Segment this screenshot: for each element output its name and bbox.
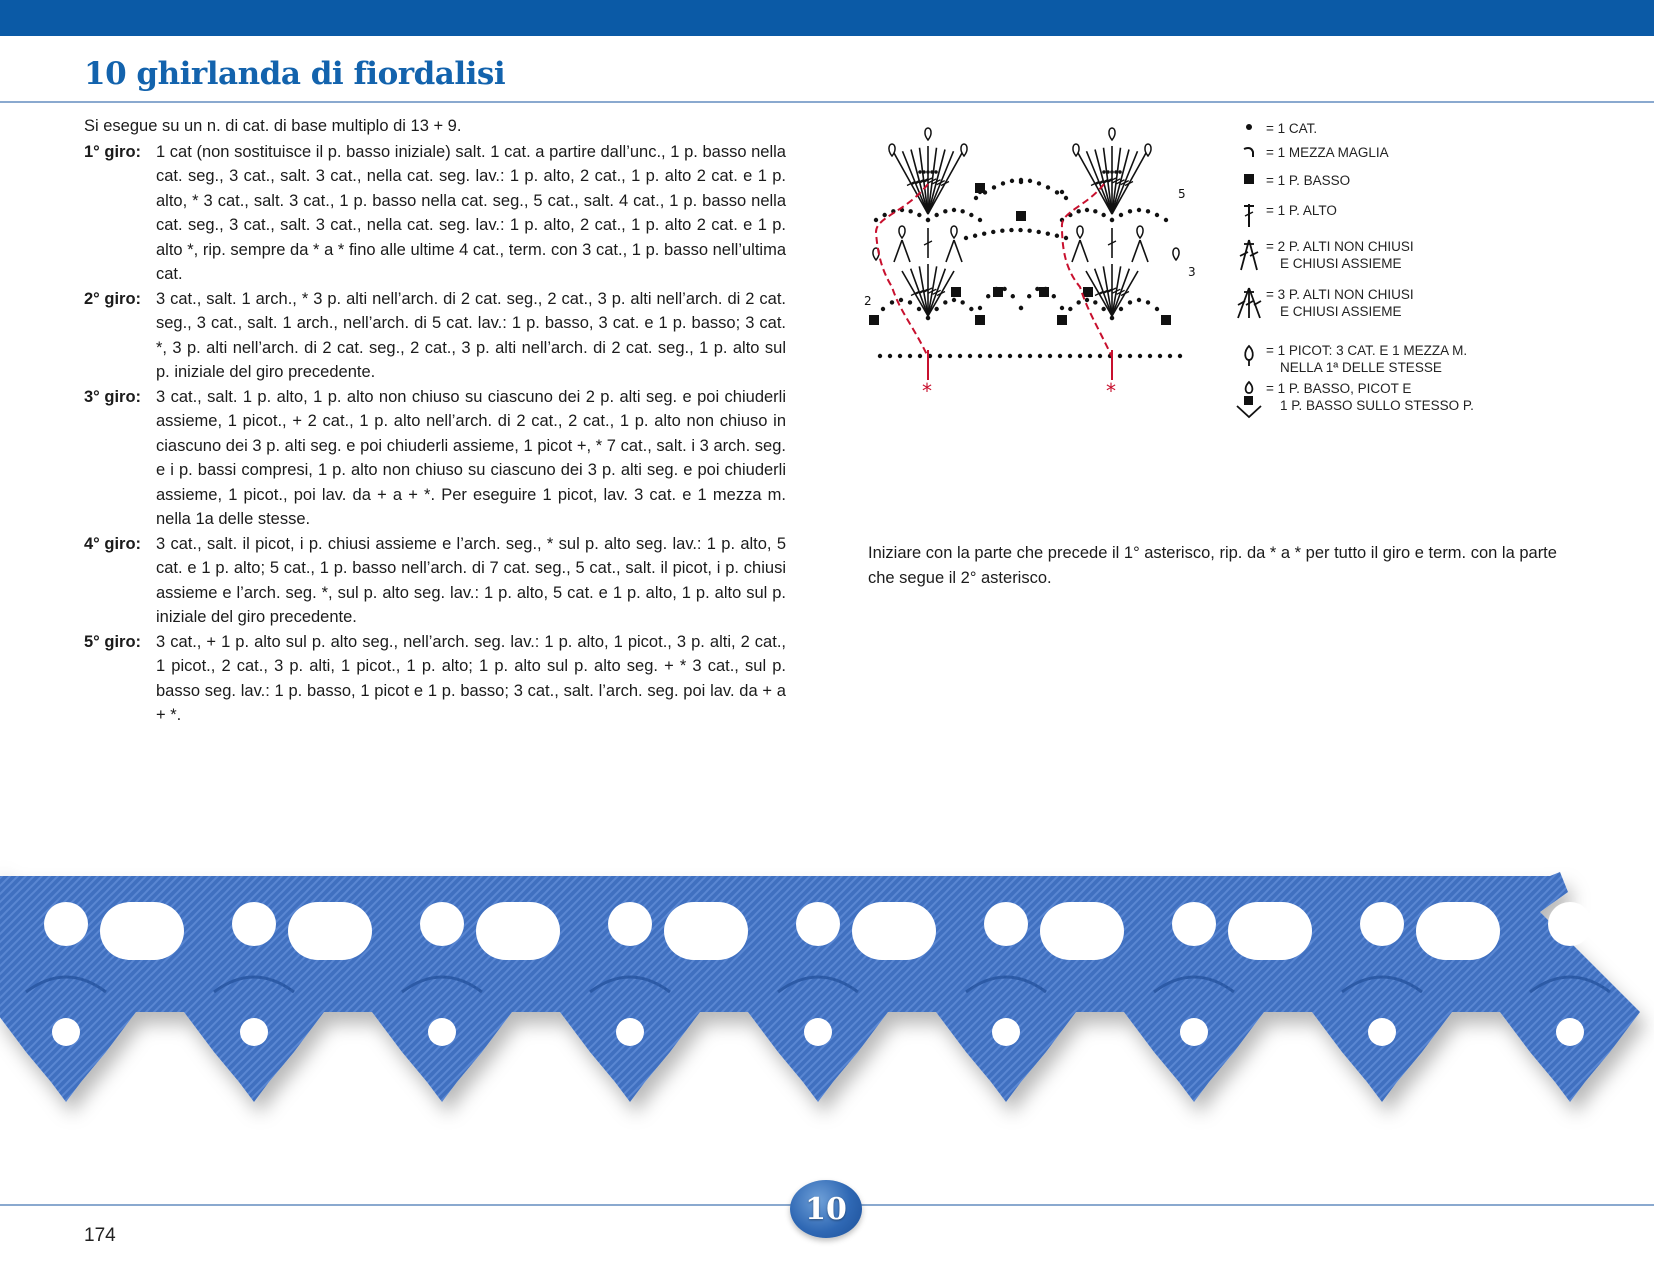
pattern-intro: Si esegue su un n. di cat. di base multiplo di 13 + 9.	[84, 117, 462, 135]
round-text: 1 cat (non sostituisce il p. basso iniziale) salt. 1 cat. a partire dall’unc., 1 p. basso nella cat. seg., 3 cat., salt. 3 cat., nella cat. seg. lav.: 1 p. alto, 2 cat., 1 p. alto 2 cat. e 1 p. alto, * 3 cat., salt. 3 cat., 1 p. basso nella cat. seg., 5 cat., salt. 4 cat., 1 p. basso nella cat. seg., 3 cat., salt. 3 cat., nella cat. seg. lav.: 1 p. alto, 2 cat., 1 p. alto 2 cat. e 1 p. alto *, rip. sempre da * a * fino alle ultime 4 cat., term. con 3 cat., 1 p. basso nell’ultima cat.	[156, 142, 786, 283]
round-text: 3 cat., salt. il picot, i p. chiusi assieme e l’arch. seg., * sul p. alto seg. lav.: 1 p. alto, 5 cat. e 1 p. alto; 5 cat., 1 p. basso nell’arch. di 7 cat. seg., 5 cat., salt. il picot, i p. chiusi assieme e l’arch. seg. *, sul p. alto seg. lav.: 1 p. alto, 5 cat. e 1 p. alto, 1 p. alto sul p. iniziale del giro precedente.	[156, 534, 786, 626]
picot	[1137, 226, 1143, 238]
chain-dot	[948, 354, 952, 358]
lace-round-hole	[420, 902, 464, 946]
chain-dot	[926, 170, 930, 174]
lace-small-hole	[804, 1018, 832, 1046]
chain-dot	[958, 354, 962, 358]
chain-dot	[1118, 170, 1122, 174]
chain-dot	[1101, 307, 1105, 311]
round-1	[84, 140, 786, 287]
chain-dot	[1146, 300, 1150, 304]
chain-dot	[1027, 229, 1031, 233]
chart-base-row	[878, 354, 1182, 358]
chain-dot	[1064, 196, 1068, 200]
chain-dot	[918, 354, 922, 358]
legend-item-double-crochet	[1232, 202, 1337, 230]
single-crochet	[1083, 287, 1093, 297]
chain-dot	[1085, 208, 1089, 212]
chart-stitches	[869, 128, 1179, 325]
chain-dot	[1058, 354, 1062, 358]
chain-dot	[1155, 213, 1159, 217]
lace-small-hole	[1556, 1018, 1584, 1046]
chain-dot	[1168, 354, 1172, 358]
lace-round-hole	[796, 902, 840, 946]
round-2	[84, 287, 786, 385]
chain-dot	[1008, 354, 1012, 358]
chain-dot	[1118, 354, 1122, 358]
chain-dot	[1110, 218, 1114, 222]
lace-opening	[476, 902, 560, 960]
chart-row-label-2: 2	[864, 294, 872, 308]
chain-dot	[899, 298, 903, 302]
chart-star-right: *	[1106, 379, 1116, 403]
chain-dot	[1060, 306, 1064, 310]
chain-dot	[930, 170, 934, 174]
round-label: 1° giro:	[84, 142, 142, 161]
chain-dot	[1093, 300, 1097, 304]
single-crochet	[1039, 287, 1049, 297]
chain-dot	[872, 316, 876, 320]
lace-round-hole	[608, 902, 652, 946]
chain-dot	[917, 307, 921, 311]
chain-dot	[938, 354, 942, 358]
round-label: 4° giro:	[84, 534, 142, 553]
chart-row-label-5: 5	[1178, 187, 1186, 201]
chain-dot	[968, 354, 972, 358]
chain-dot	[1018, 354, 1022, 358]
legend-text: E CHIUSI ASSIEME	[1280, 256, 1402, 271]
picot	[889, 144, 895, 156]
chain-dot	[1019, 306, 1023, 310]
chain-dot	[888, 354, 892, 358]
chart-row-label-3: 3	[1188, 265, 1196, 279]
crochet-lace-photo	[0, 862, 1654, 1152]
legend-text: = 1 P. ALTO	[1266, 203, 1337, 218]
chain-dot	[882, 213, 886, 217]
chain-dot	[978, 218, 982, 222]
chain-dot	[934, 170, 938, 174]
chain-dot	[1110, 170, 1114, 174]
chain-dot	[952, 208, 956, 212]
chain-dot	[1068, 307, 1072, 311]
chain-dot	[926, 218, 930, 222]
chain-dot	[978, 354, 982, 358]
round-label: 5° giro:	[84, 632, 142, 651]
page-title: 10 ghirlanda di fiordalisi	[84, 56, 506, 92]
chain-dot	[1060, 316, 1064, 320]
dc-tog	[894, 240, 902, 262]
chain-dot	[1002, 287, 1006, 291]
chain-dot	[1093, 209, 1097, 213]
round-label: 3° giro:	[84, 387, 142, 406]
lace-small-hole	[52, 1018, 80, 1046]
chain-dot	[1064, 236, 1068, 240]
chain-dot	[1011, 294, 1015, 298]
sc-picot-sc-icon	[1234, 380, 1264, 420]
picot-icon	[1241, 342, 1257, 368]
chain-dot	[1037, 230, 1041, 234]
chart-star-left: *	[922, 379, 932, 403]
chain-dot	[1128, 209, 1132, 213]
single-crochet	[993, 287, 1003, 297]
chain-dot	[908, 354, 912, 358]
chain-dot	[1148, 354, 1152, 358]
dc3tog-icon	[1234, 286, 1264, 320]
lace-opening	[1040, 902, 1124, 960]
pattern-instructions	[84, 114, 786, 728]
chain-dot	[1076, 209, 1080, 213]
chain-dot	[874, 218, 878, 222]
chain-dot	[1055, 234, 1059, 238]
round-text: 3 cat., salt. 1 p. alto, 1 p. alto non chiuso su ciascuno dei 2 p. alti seg. e poi chiuderli assieme, 1 picot., + 2 cat., 1 p. alto nell’arch. di 2 cat., 2 cat., 1 p. alto non chiuso in ciascuno dei 3 p. alti seg. e poi chiuderli assieme, 1 picot +, * 7 cat., salt. i 3 arch. seg. e i p. bassi compresi, 1 p. alto non chiuso su ciascuno dei 3 p. alti seg. e poi chiuderli assieme, 1 picot., poi lav. da + a + *. Per eseguire 1 picot, lav. 3 cat. e 1 mezza m. nella 1a delle stesse.	[156, 387, 786, 528]
dc-tog	[954, 240, 962, 262]
round-label: 2° giro:	[84, 289, 142, 308]
chain-dot	[1098, 354, 1102, 358]
chain-dot	[890, 300, 894, 304]
lace-opening	[100, 902, 184, 960]
chain-dot	[960, 209, 964, 213]
chain-dot	[1048, 354, 1052, 358]
legend-text: = 1 P. BASSO	[1266, 173, 1351, 188]
chain-dot	[1078, 354, 1082, 358]
chain-dot	[991, 230, 995, 234]
chain-dot	[1009, 228, 1013, 232]
chain-dot	[986, 294, 990, 298]
chain-dot	[1035, 287, 1039, 291]
chain-dot	[992, 185, 996, 189]
legend-text: = 1 CAT.	[1266, 121, 1318, 136]
chain-dot	[926, 316, 930, 320]
chain-dot	[1155, 307, 1159, 311]
chain-dot	[969, 307, 973, 311]
title-divider	[0, 101, 1654, 103]
picot	[961, 144, 967, 156]
chain-dot	[978, 316, 982, 320]
chain-dot	[1110, 316, 1114, 320]
legend-text: = 3 P. ALTI NON CHIUSI	[1266, 287, 1414, 302]
dc2tog-icon	[1236, 238, 1262, 272]
dc-tog	[902, 240, 910, 262]
lace-round-hole	[1548, 902, 1592, 946]
chain-dot	[1137, 208, 1141, 212]
chain-dot	[1101, 213, 1105, 217]
chain-dot	[1164, 316, 1168, 320]
dc-tog	[946, 240, 954, 262]
chain-dot	[1128, 354, 1132, 358]
legend-item-dc2tog	[1232, 238, 1414, 272]
lace-small-hole	[240, 1018, 268, 1046]
chain-dot	[1037, 181, 1041, 185]
chain-dot-icon	[1242, 120, 1256, 134]
lace-opening	[1416, 902, 1500, 960]
chain-dot	[1128, 300, 1132, 304]
picot	[1109, 128, 1115, 140]
chain-dot	[1138, 354, 1142, 358]
chain-dot	[1106, 170, 1110, 174]
lace-small-hole	[616, 1018, 644, 1046]
chain-dot	[934, 307, 938, 311]
chain-dot	[1178, 354, 1182, 358]
chain-dot	[1146, 209, 1150, 213]
chain-dot	[1137, 298, 1141, 302]
chain-dot	[988, 354, 992, 358]
lace-opening	[664, 902, 748, 960]
round-text: 3 cat., + 1 p. alto sul p. alto seg., nell’arch. seg. lav.: 1 p. alto, 1 picot., 3 p. alti, 2 cat., 1 picot., 2 cat., 3 p. alti, 1 picot., 1 p. alto; 1 p. alto sul p. alto seg. + * 3 cat., sul p. basso seg. lav.: 1 p. basso, 1 picot e 1 p. basso; 3 cat., salt. l’arch. seg. poi lav. da + a + *.	[156, 632, 786, 724]
single-crochet	[951, 287, 961, 297]
picot	[1077, 226, 1083, 238]
chain-dot	[1060, 190, 1064, 194]
chain-dot	[1018, 228, 1022, 232]
legend-text: = 1 PICOT: 3 CAT. E 1 MEZZA M.	[1266, 343, 1468, 358]
single-crochet-square-icon	[1242, 172, 1256, 186]
chain-dot	[978, 306, 982, 310]
chain-dot	[943, 209, 947, 213]
legend-text: = 1 P. BASSO, PICOT E	[1266, 381, 1412, 396]
lace-round-hole	[984, 902, 1028, 946]
badge-number: 10	[805, 1191, 847, 1227]
chain-dot	[917, 213, 921, 217]
lace-edging	[0, 862, 1640, 1102]
round-4	[84, 532, 786, 630]
chain-dot	[982, 231, 986, 235]
chain-dot	[881, 307, 885, 311]
single-crochet	[975, 183, 985, 193]
pattern-note: Iniziare con la parte che precede il 1° asterisco, rip. da * a * per tutto il giro e term. con la parte che segue il 2° asterisco.	[868, 543, 1557, 587]
lace-small-hole	[992, 1018, 1020, 1046]
chain-dot	[1085, 298, 1089, 302]
lace-opening	[852, 902, 936, 960]
chain-dot	[1038, 354, 1042, 358]
picot	[951, 226, 957, 238]
legend-item-sc-picot-sc	[1232, 380, 1474, 414]
chain-dot	[964, 236, 968, 240]
chain-dot	[878, 354, 882, 358]
lace-small-hole	[1180, 1018, 1208, 1046]
lace-round-hole	[1172, 902, 1216, 946]
dc-tog	[1072, 240, 1080, 262]
chain-dot	[908, 209, 912, 213]
legend-text: E CHIUSI ASSIEME	[1280, 304, 1402, 319]
chain-dot	[1076, 300, 1080, 304]
chain-dot	[998, 354, 1002, 358]
picot	[1145, 144, 1151, 156]
chain-dot	[1164, 218, 1168, 222]
chain-dot	[1028, 354, 1032, 358]
top-color-bar	[0, 0, 1654, 36]
chain-dot	[1119, 307, 1123, 311]
lace-round-hole	[44, 902, 88, 946]
chain-dot	[918, 170, 922, 174]
round-text: 3 cat., salt. 1 arch., * 3 p. alti nell’arch. di 2 cat. seg., 2 cat., 3 p. alti nell’arch. di 2 cat. seg., 3 cat., salt. 1 arch., nell’arch. di 5 cat. lav.: 1 p. basso, 3 cat. e 1 p. basso; 3 cat. *, 3 p. alti nell’arch. di 2 cat. seg., 2 cat., 3 p. alti nell’arch. di 2 cat. seg., 1 p. alto sul p. iniziale del giro precedente.	[156, 289, 786, 381]
chain-dot	[974, 196, 978, 200]
lace-opening	[1604, 902, 1654, 960]
legend-item-single-crochet	[1232, 172, 1350, 200]
dc-tog	[1080, 240, 1088, 262]
legend-item-picot	[1232, 342, 1467, 376]
slip-stitch-icon	[1241, 144, 1257, 160]
lace-small-hole	[1368, 1018, 1396, 1046]
picot	[1173, 248, 1179, 260]
dc-tog	[1132, 240, 1140, 262]
chain-dot	[1068, 354, 1072, 358]
chain-dot	[1000, 229, 1004, 233]
chain-dot	[1158, 354, 1162, 358]
picot	[925, 128, 931, 140]
legend-text: = 2 P. ALTI NON CHIUSI	[1266, 239, 1414, 254]
page-number: 174	[84, 1225, 116, 1246]
round-3	[84, 385, 786, 532]
chain-dot	[922, 170, 926, 174]
chain-dot	[1019, 178, 1023, 182]
chain-dot	[1010, 179, 1014, 183]
lace-opening	[288, 902, 372, 960]
chain-dot	[943, 300, 947, 304]
lace-round-hole	[232, 902, 276, 946]
chain-dot	[1027, 294, 1031, 298]
chain-dot	[1046, 185, 1050, 189]
dc-tog	[1140, 240, 1148, 262]
chain-dot	[1114, 170, 1118, 174]
legend-text: = 1 MEZZA MAGLIA	[1266, 145, 1389, 160]
chain-dot	[908, 300, 912, 304]
double-crochet-icon	[1241, 202, 1257, 228]
chain-dot	[1052, 294, 1056, 298]
lace-small-hole	[428, 1018, 456, 1046]
lace-opening	[1228, 902, 1312, 960]
legend-text: NELLA 1ª DELLE STESSE	[1280, 360, 1442, 375]
chain-dot	[973, 234, 977, 238]
chain-dot	[1055, 190, 1059, 194]
legend-text: 1 P. BASSO SULLO STESSO P.	[1280, 398, 1474, 413]
single-crochet	[1016, 211, 1026, 221]
chain-dot	[898, 354, 902, 358]
legend-item-slip-stitch	[1232, 144, 1389, 172]
chain-dot	[1119, 213, 1123, 217]
chain-dot	[1001, 181, 1005, 185]
chain-dot	[934, 213, 938, 217]
legend-item-dc3tog	[1232, 286, 1414, 320]
chain-dot	[1088, 354, 1092, 358]
chain-dot	[969, 213, 973, 217]
lace-round-hole	[1360, 902, 1404, 946]
picot	[1073, 144, 1079, 156]
chain-dot	[1046, 231, 1050, 235]
crochet-chart	[864, 112, 1206, 403]
chain-dot	[960, 300, 964, 304]
chain-dot	[952, 298, 956, 302]
chain-dot	[1028, 179, 1032, 183]
yarn-ball-badge	[790, 1180, 862, 1238]
chain-dot	[1102, 170, 1106, 174]
picot	[899, 226, 905, 238]
round-5	[84, 630, 786, 728]
